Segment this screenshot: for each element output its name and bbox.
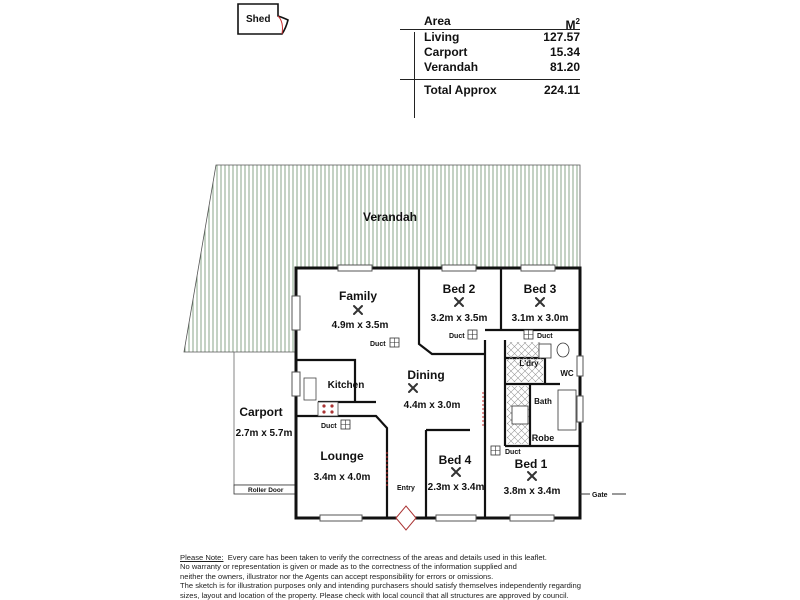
- shed-label: Shed: [246, 14, 271, 25]
- carport-size: 2.7m x 5.7m: [235, 428, 293, 439]
- lounge-size: 3.4m x 4.0m: [313, 472, 371, 483]
- kitchen-label: Kitchen: [327, 380, 365, 391]
- robe-label: Robe: [531, 433, 555, 443]
- bed3-size: 3.1m x 3.0m: [511, 313, 569, 324]
- note-line-0: Please Note: Every care has been taken to verify the correctness of the areas and details used in this leaflet.: [180, 553, 547, 562]
- area-header-label: Area: [424, 14, 451, 28]
- family-size: 4.9m x 3.5m: [331, 320, 389, 331]
- laundry-label: L'dry: [519, 359, 539, 368]
- lounge-label: Lounge: [320, 449, 364, 463]
- area-header-unit: $M^2$: [565, 17, 580, 32]
- duct-label-bed1: Duct: [505, 449, 521, 456]
- bed2-label: Bed 2: [442, 282, 476, 296]
- note-line-3: The sketch is for illustration purposes only and intending purchasers should satisfy themselves independently regarding: [180, 581, 582, 591]
- bath-label: Bath: [534, 397, 552, 406]
- bed3-label: Bed 3: [523, 282, 557, 296]
- duct-label-bed3: Duct: [537, 333, 553, 340]
- bed4-size: 2.3m x 3.4m: [427, 482, 485, 493]
- duct-label-bed2: Duct: [449, 333, 465, 340]
- bed2-size: 3.2m x 3.5m: [430, 313, 488, 324]
- gate-label: Gate: [592, 492, 608, 499]
- verandah-label: Verandah: [362, 210, 418, 224]
- note-line-4: sizes, layout and location of the property. Please check with local council that all structures are approved by council.: [180, 590, 569, 600]
- disclaimer-note: [180, 553, 620, 600]
- bed1-label: Bed 1: [514, 457, 548, 471]
- note-line-1: No warranty or representation is given or made as to the correctness of the information supplied and: [180, 562, 517, 572]
- wc-label: WC: [560, 369, 574, 378]
- note-line-2: neither the owners, illustrator nor the Agents can accept responsibility for errors or omissions.: [180, 571, 494, 581]
- bed4-label: Bed 4: [438, 453, 472, 467]
- family-label: Family: [338, 289, 378, 303]
- duct-label-family: Duct: [370, 341, 386, 348]
- area-row-living: Living 127.57: [424, 30, 580, 44]
- dining-label: Dining: [407, 368, 445, 382]
- area-row-verandah: Verandah 81.20: [424, 60, 580, 74]
- carport-label: Carport: [239, 405, 283, 419]
- area-row-carport: Carport 15.34: [424, 45, 580, 59]
- dining-size: 4.4m x 3.0m: [403, 400, 461, 411]
- duct-label-lounge: Duct: [321, 423, 337, 430]
- entry-label: Entry: [397, 485, 415, 492]
- bed1-size: 3.8m x 3.4m: [503, 486, 561, 497]
- entry-door: [396, 506, 416, 530]
- area-row-total: Total Approx 224.11: [400, 79, 580, 98]
- note-title: Please Note:: [180, 553, 224, 562]
- roller-door-label: Roller Door: [248, 487, 284, 494]
